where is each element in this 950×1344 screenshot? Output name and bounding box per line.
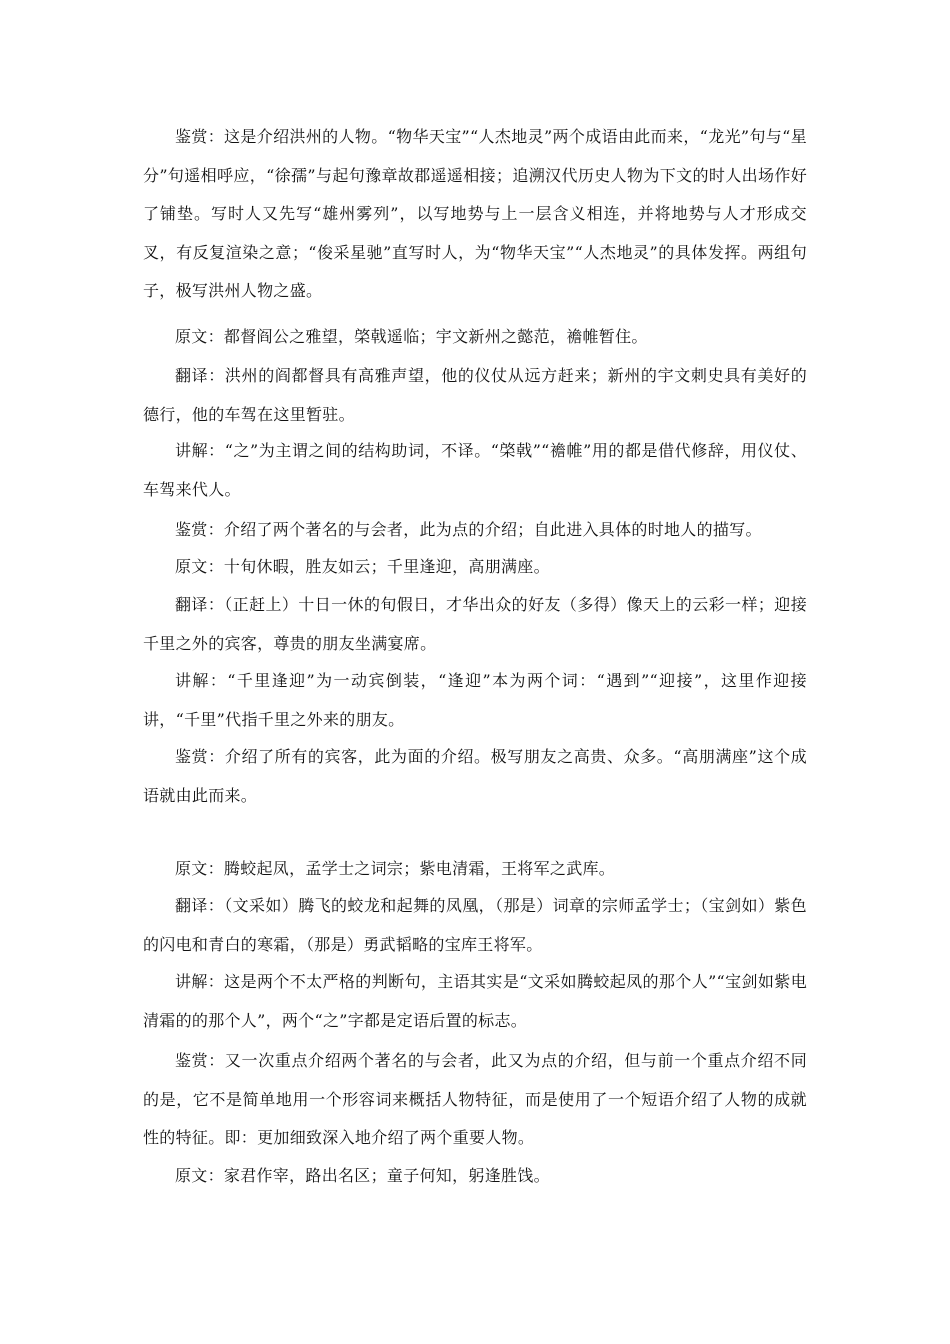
paragraph-translation-1: 翻译：洪州的阎都督具有高雅声望，他的仪仗从远方赶来；新州的宇文刺史具有美好的德行，他的车驾在这里暂驻。	[143, 366, 807, 424]
paragraph-original-2: 原文：十旬休暇，胜友如云；千里逢迎，高朋满座。	[175, 557, 550, 576]
paragraph-appreciation-2: 鉴赏：介绍了两个著名的与会者，此为点的介绍；自此进入具体的时地人的描写。	[175, 520, 762, 539]
paragraph-appreciation-1: 鉴赏：这是介绍洪州的人物。“物华天宝”“人杰地灵”两个成语由此而来，“龙光”句与“星分”句遥相呼应，“徐孺”与起句豫章故郡遥遥相接；追溯汉代历史人物为下文的时人出场作好了铺垫。写时人又先写“雄州雾列”，以写地势与上一层含义相连，并将地势与人才形成交叉，有反复渲染之意；“俊采星驰”直写时人，为“物华天宝”“人杰地灵”的具体发挥。两组句子，极写洪州人物之盛。	[143, 127, 807, 300]
paragraph-original-4: 原文：家君作宰，路出名区；童子何知，躬逢胜饯。	[175, 1166, 550, 1185]
paragraph-original-3: 原文：腾蛟起凤，孟学士之词宗；紫电清霜，王将军之武库。	[175, 859, 616, 878]
paragraph-appreciation-3: 鉴赏：介绍了所有的宾客，此为面的介绍。极写朋友之高贵、众多。“高朋满座”这个成语就由此而来。	[143, 747, 807, 805]
paragraph-original-1: 原文：都督阎公之雅望，棨戟遥临；宇文新州之懿范，襜帷暂住。	[175, 327, 648, 346]
paragraph-appreciation-4: 鉴赏：又一次重点介绍两个著名的与会者，此又为点的介绍，但与前一个重点介绍不同的是，它不是简单地用一个形容词来概括人物特征，而是使用了一个短语介绍了人物的成就性的特征。即：更加细致深入地介绍了两个重要人物。	[143, 1051, 807, 1147]
paragraph-explanation-3: 讲解：这是两个不太严格的判断句，主语其实是“文采如腾蛟起凤的那个人”“宝剑如紫电清霜的的那个人”，两个“之”字都是定语后置的标志。	[143, 972, 807, 1030]
paragraph-translation-2: 翻译：（正赶上）十日一休的旬假日，才华出众的好友（多得）像天上的云彩一样；迎接千里之外的宾客，尊贵的朋友坐满宴席。	[143, 595, 807, 653]
paragraph-translation-3: 翻译：（文采如）腾飞的蛟龙和起舞的凤凰，（那是）词章的宗师孟学士；（宝剑如）紫色的闪电和青白的寒霜，（那是）勇武韬略的宝库王将军。	[143, 896, 807, 954]
paragraph-explanation-2: 讲解：“千里逢迎”为一动宾倒装，“逢迎”本为两个词：“遇到”“迎接”，这里作迎接讲，“千里”代指千里之外来的朋友。	[143, 671, 807, 729]
paragraph-explanation-1: 讲解：“之”为主谓之间的结构助词，不译。“棨戟”“襜帷”用的都是借代修辞，用仪仗、车驾来代人。	[143, 441, 807, 499]
